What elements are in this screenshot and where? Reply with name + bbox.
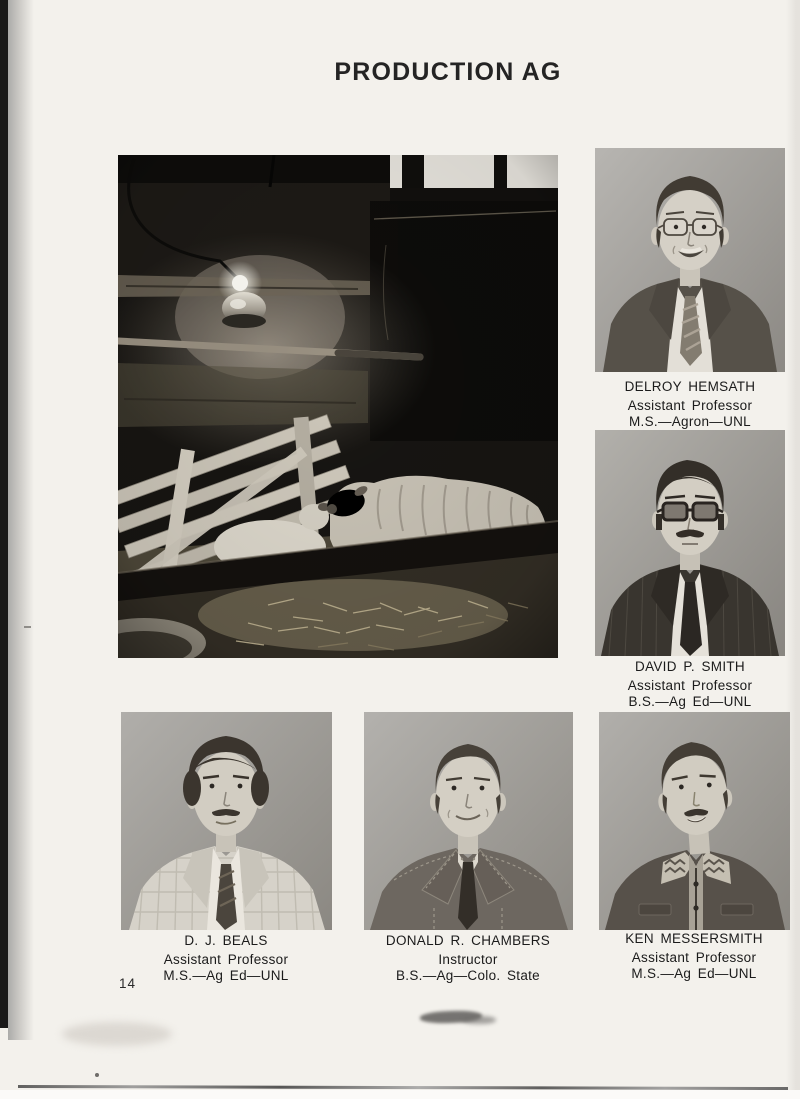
faculty-title: Instructor bbox=[438, 951, 498, 967]
caption-dj-beals bbox=[101, 933, 351, 985]
barn-lambing-photo bbox=[118, 155, 558, 658]
portrait-photo-donald-chambers bbox=[364, 712, 573, 930]
faculty-degree: M.S.—Agron—UNL bbox=[629, 414, 751, 429]
hemsath-portrait-art bbox=[595, 148, 785, 372]
faculty-name: D. J. BEALS bbox=[184, 933, 268, 948]
messersmith-portrait-art bbox=[599, 712, 790, 930]
scan-smudge-light bbox=[62, 1022, 172, 1046]
faculty-title: Assistant Professor bbox=[631, 949, 757, 965]
chambers-portrait-art bbox=[364, 712, 573, 930]
faculty-name: DELROY HEMSATH bbox=[624, 379, 756, 394]
faculty-title: Assistant Professor bbox=[163, 951, 289, 967]
faculty-title: Assistant Professor bbox=[627, 677, 753, 693]
portrait-photo-david-smith bbox=[595, 430, 785, 656]
margin-tick-mark bbox=[24, 626, 31, 628]
faculty-name: DONALD R. CHAMBERS bbox=[385, 933, 551, 948]
portrait-photo-delroy-hemsath bbox=[595, 148, 785, 372]
faculty-name: DAVID P. SMITH bbox=[635, 659, 745, 674]
book-gutter-strip bbox=[0, 0, 8, 1028]
faculty-degree: B.S.—Ag Ed—UNL bbox=[628, 694, 752, 709]
faculty-degree: B.S.—Ag—Colo. State bbox=[395, 968, 540, 983]
gutter-shadow bbox=[8, 0, 34, 1040]
page-number: 14 bbox=[119, 976, 137, 991]
ink-speck bbox=[95, 1073, 99, 1077]
portrait-photo-dj-beals bbox=[121, 712, 332, 930]
faculty-name: KEN MESSERSMITH bbox=[625, 931, 763, 946]
caption-delroy-hemsath bbox=[565, 379, 800, 431]
caption-ken-messersmith bbox=[569, 931, 800, 983]
page-title: PRODUCTION AG bbox=[334, 58, 562, 86]
faculty-degree: M.S.—Ag Ed—UNL bbox=[631, 966, 757, 981]
barn-photo-art bbox=[118, 155, 558, 658]
ink-smudge-tail bbox=[462, 1016, 496, 1024]
beals-portrait-art bbox=[121, 712, 332, 930]
scanner-bed-area bbox=[0, 1090, 800, 1099]
portrait-photo-ken-messersmith bbox=[599, 712, 790, 930]
faculty-degree: M.S.—Ag Ed—UNL bbox=[163, 968, 289, 983]
faculty-title: Assistant Professor bbox=[627, 397, 753, 413]
caption-david-smith bbox=[565, 659, 800, 711]
smith-portrait-art bbox=[595, 430, 785, 656]
caption-donald-chambers bbox=[343, 933, 593, 985]
